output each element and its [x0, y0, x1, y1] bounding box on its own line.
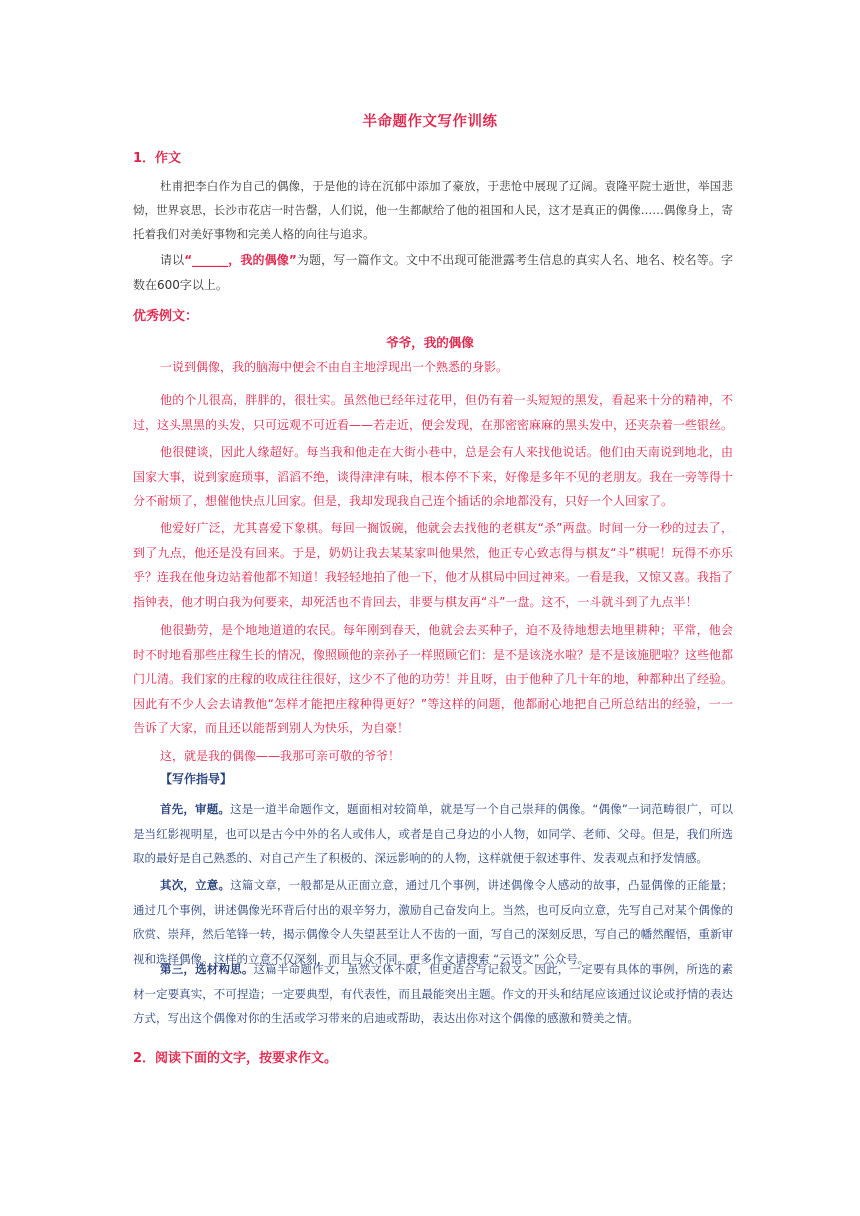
guide-item-2-lead: 其次，立意。 — [160, 878, 231, 892]
guide-item-1-text: 这是一道半命题作文，题面相对较简单，就是写一个自己崇拜的偶像。“偶像”一词范畴很广，可以是当红影视明星，也可以是古今中外的名人或伟人，或者是自己身边的小人物，如同学、老师、父母。但是，我们所选取的最好是自己熟悉的、对自己产生了积极的、深远影响的的人物，这样就便于叙述事件、发表观点和抒发情感。 — [133, 802, 734, 865]
prompt-topic: “______，我的偶像” — [184, 253, 297, 267]
essay-paragraph-3: 他很健谈，因此人缘超好。每当我和他走在大街小巷中，总是会有人来找他说话。他们由天南说到地北，由国家大事，说到家庭琐事，滔滔不绝，谈得津津有味，根本停不下来，好像是多年不见的老朋友。我在一旁等得十分不耐烦了，想催他快点儿回家。但是，我却发现我自己连个插话的余地都没有，只好一个人回家了。 — [133, 445, 734, 508]
section-1-heading: 1．作文 — [133, 151, 182, 166]
example-heading: 优秀例文： — [133, 309, 199, 324]
guide-item-2-text: 这篇文章，一般都是从正面立意，通过几个事例，讲述偶像令人感动的故事，凸显偶像的正能量；通过几个事例，讲述偶像光环背后付出的艰辛努力，激励自己奋发向上。当然，也可反向立意，先写自己对某个偶像的欣赏、崇拜，然后笔锋一转，揭示偶像令人失望甚至让人不齿的一面，写自己的深刻反思，写自己的幡然醒悟，重新审视和选择偶像。这样的立意不仅深刻，而且与众不同。更多作文请搜索 “云语文” 公众号。 — [133, 878, 733, 966]
section-2-heading: 2．阅读下面的文字，按要求作文。 — [133, 1051, 338, 1066]
essay-paragraph-6: 这，就是我的偶像——我那可亲可敬的爷爷！ — [160, 749, 401, 763]
guide-item-1-lead: 首先，审题。 — [160, 802, 231, 816]
section-1-prompt — [133, 248, 733, 297]
prompt-pre: 请以 — [160, 253, 185, 267]
guide-item-1 — [133, 797, 733, 871]
prompt-post: 为题，写一篇作文。文中不出现可能泄露考生信息的真实人名、地名、校名等。字数在600字以上。 — [133, 253, 733, 292]
essay-paragraph-5: 他很勤劳，是个地地道道的农民。每年刚到春天，他就会去买种子，迫不及待地想去地里耕种；平常，他会时不时地看那些庄稼生长的情况，像照顾他的亲孙子一样照顾它们：是不是该浇水啦？是不是该施肥啦？这些他都门儿清。我们家的庄稼的收成往往很好，这少不了他的功劳！并且呀，由于他种了几十年的地，种都种出了经验。因此有不少人会去请教他“怎样才能把庄稼种得更好？”等这样的问题，他都耐心地把自己所总结出的经验，一一告诉了大家，而且还以能帮到别人为快乐，为自豪！ — [133, 623, 734, 735]
section-1-intro: 杜甫把李白作为自己的偶像，于是他的诗在沉郁中添加了豪放，于悲怆中展现了辽阔。袁隆平院士逝世，举国悲恸，世界哀思，长沙市花店一时告罄，人们说，他一生都献给了他的祖国和人民，这才是真正的偶像……偶像身上，寄托着我们对美好事物和完美人格的向往与追求。 — [133, 179, 733, 241]
guide-item-3-text: 这篇半命题作文，虽然文体不限，但更适合写记叙文。因此，一定要有具体的事例，所选的素材一定要真实，不可捏造；一定要典型，有代表性，而且最能突出主题。作文的开头和结尾应该通过议论或抒情的表达方式，写出这个偶像对你的生活或学习带来的启迪或帮助，表达出你对这个偶像的感激和赞美之情。 — [133, 962, 734, 1025]
guide-item-3 — [133, 957, 733, 1031]
essay-title: 爷爷，我的偶像 — [386, 335, 474, 350]
essay-paragraph-2: 他的个儿很高，胖胖的，很壮实。虽然他已经年过花甲，但仍有着一头短短的黑发，看起来十分的精神，不过，这头黑黑的头发，只可远观不可近看——若走近，便会发现，在那密密麻麻的黑头发中，还夹杂着一些银丝。 — [133, 393, 734, 432]
document-title: 半命题作文写作训练 — [362, 114, 498, 130]
guide-item-3-lead: 第三，选材构思。 — [160, 962, 254, 976]
essay-paragraph-1: 一说到偶像，我的脑海中便会不由自主地浮现出一个熟悉的身影。 — [160, 360, 509, 374]
writing-guide-heading: 【写作指导】 — [160, 772, 233, 786]
essay-paragraph-4: 他爱好广泛，尤其喜爱下象棋。每回一搁饭碗，他就会去找他的老棋友“杀”两盘。时间一分一秒的过去了，到了九点，他还是没有回来。于是，奶奶让我去某某家叫他果然，他正专心致志得与棋友“斗”棋呢！玩得不亦乐乎？连我在他身边站着他都不知道！我轻轻地拍了他一下，他才从棋局中回过神来。一看是我，又惊又喜。我指了指钟表，他才明白我为何要来，却死活也不肯回去，非要与棋友再“斗”一盘。这不，一斗就斗到了九点半！ — [133, 521, 734, 609]
